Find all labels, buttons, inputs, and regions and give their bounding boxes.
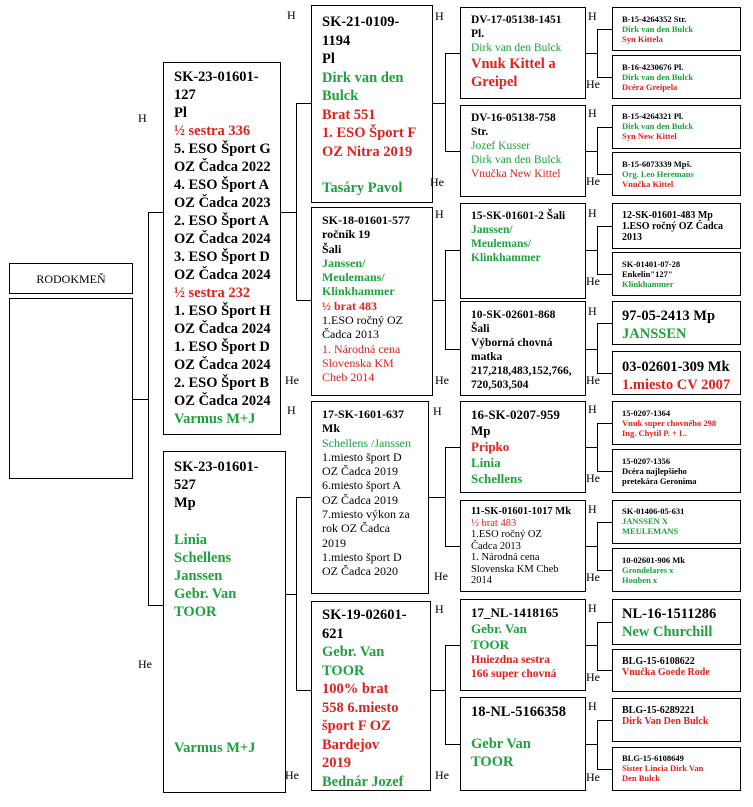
pedigree-line: Vnučka Goede Rode (622, 667, 710, 678)
pedigree-line (471, 721, 585, 735)
pedigree-line: 1. ESO Šport D (174, 339, 270, 355)
pedigree-line: SK-01401-07-28 (622, 259, 681, 269)
connector (597, 29, 598, 77)
dam-label: He (434, 569, 448, 583)
mother-box (163, 451, 286, 793)
sire-label: H (287, 403, 296, 417)
pedigree-line: OZ Čadca 2024 (174, 393, 271, 409)
connector (597, 720, 598, 769)
pedigree-line: Tasáry Pavol (322, 180, 403, 196)
pedigree-line: OZ Nitra 2019 (322, 143, 413, 160)
gggp-box-13 (612, 599, 741, 645)
dam-label: He (586, 770, 600, 784)
connector (296, 497, 297, 690)
sire-label: H (588, 402, 597, 416)
pedigree-line: JANSSEN X (622, 516, 669, 526)
pedigree-line: Gebr Van (471, 736, 531, 752)
pedigree-line: 720,503,504 (471, 379, 529, 391)
pedigree-line: 2. ESO Šport A (174, 213, 270, 229)
dam-label: He (586, 373, 600, 387)
gggp-box-15 (612, 698, 741, 742)
pedigree-line: 2014 (471, 575, 492, 586)
pedigree-line: Ing. Chytil P. + L. (622, 428, 687, 438)
pedigree-line: OZ Čadca 2024 (174, 231, 271, 247)
gggp-box-11 (612, 500, 741, 544)
gggp-box-3 (612, 105, 741, 149)
pedigree-line: OZ Čadca 2024 (174, 357, 271, 373)
pedigree-line: Gebr. Van (322, 644, 385, 660)
pedigree-line: Dirk van den Bulck (471, 154, 562, 166)
connector (148, 212, 163, 213)
pedigree-line: Varmus M+J (174, 740, 256, 756)
pedigree-line: 11-SK-01601-1017 Mk (471, 506, 572, 517)
connector (597, 423, 612, 424)
pedigree-line: Bednár Jozef (322, 773, 404, 790)
pedigree-line: Schellens (174, 550, 232, 566)
pedigree-line: 527 (174, 477, 196, 493)
pedigree-line: Grondelares x (622, 565, 674, 575)
connector (296, 690, 311, 691)
connector (429, 497, 445, 498)
dam-label: He (435, 768, 449, 782)
sire-label: H (588, 601, 597, 615)
pedigree-line: Varmus M+J (174, 411, 256, 427)
pedigree-line: Jozef Kusser (471, 140, 531, 152)
dam-label: He (430, 175, 444, 189)
dam-label: He (435, 373, 449, 387)
sire-label: H (435, 9, 444, 23)
pedigree-line: 17-SK-1601-637 (322, 407, 404, 421)
pedigree-line: OZ Čadca 2019 (322, 464, 398, 479)
pedigree-line: Gebr. Van (174, 586, 237, 602)
dam-label: He (586, 77, 600, 91)
pedigree-line: 1. ESO Šport F (322, 125, 417, 141)
gggp-box-1 (612, 7, 741, 51)
pedigree-line: 127 (174, 87, 196, 103)
pedigree-line: Gebr. Van (471, 621, 527, 636)
pedigree-line: 1.miesto CV 2007 (622, 377, 731, 393)
pedigree-line: 12-SK-01601-483 Mp (622, 210, 713, 221)
pedigree-line: matka (471, 351, 503, 363)
pedigree-line: SK-23-01601- (174, 69, 259, 85)
pedigree-line: SK-23-01601- (174, 459, 259, 475)
paternal-grandfather-box (311, 5, 433, 203)
dam-label: He (285, 768, 299, 782)
pedigree-line: ročník 19 (322, 227, 371, 242)
pedigree-line: MEULEMANS (622, 526, 679, 536)
pedigree-line: 1.miesto šport D (322, 549, 402, 564)
connector (586, 447, 597, 448)
gggp-box-10 (612, 449, 741, 493)
gggp-box-4 (612, 152, 741, 196)
mother-id (174, 458, 285, 512)
connector (586, 744, 597, 745)
pedigree-line: ½ brat 483 (471, 517, 517, 529)
pedigree-line: OZ Čadca 2019 (322, 492, 398, 507)
sire-label: H (588, 304, 597, 318)
sire-label: H (287, 8, 296, 22)
pedigree-line: Enkelin"127" (622, 269, 673, 279)
connector (286, 594, 296, 595)
pedigree-line: ½ sestra 232 (174, 285, 251, 301)
ggp-box-6 (460, 500, 586, 592)
pedigree-line: Dirk van den Bulck (622, 121, 694, 131)
ggp-box-5 (460, 401, 586, 493)
pedigree-line: TOOR (322, 662, 365, 679)
gggp-box-6 (612, 252, 741, 296)
pedigree-line: Janssen (174, 568, 223, 584)
pedigree-line: 10-02601-906 Mk (622, 555, 686, 565)
connector (597, 522, 612, 523)
ggp-box-3 (460, 203, 586, 299)
pedigree-line: JANSSEN (622, 326, 687, 342)
connector (281, 212, 296, 213)
pedigree-line: Janssen/ (322, 255, 366, 270)
pedigree-line: Hniezdna sestra (471, 654, 550, 666)
pedigree-line: SK-01406-05-631 (622, 506, 685, 516)
sire-label: H (588, 699, 597, 713)
gggp-box-14 (612, 649, 741, 692)
connector (597, 226, 598, 274)
connector (586, 349, 597, 350)
pedigree-line: Klinkhammer (471, 252, 541, 264)
pedigree-line: 16-SK-0207-959 (471, 407, 560, 422)
pedigree-line: Klinkhammer (622, 279, 674, 289)
pedigree-line: 2. ESO Šport B (174, 375, 270, 391)
connector (296, 103, 311, 104)
pedigree-line: TOOR (174, 604, 217, 620)
pedigree-line: 1.ESO ročný OZ Čadca (622, 221, 723, 232)
pedigree-line: 2013 (622, 232, 642, 243)
pedigree-line: 2019 (322, 535, 346, 550)
ggp-box-8 (460, 697, 586, 791)
connector (586, 645, 597, 646)
pedigree-line: B-15-6073339 Mpš. (622, 159, 692, 169)
sire-label: H (435, 602, 444, 616)
pedigree-line: TOOR (471, 754, 514, 770)
pedigree-line: OZ Čadca 2024 (174, 267, 271, 283)
pedigree-line: 7.miesto výkon za (322, 507, 410, 522)
paternal-grandmother-box (311, 207, 433, 396)
connector (445, 53, 446, 151)
gggp-box-2 (612, 55, 741, 99)
pedigree-line: Šali (322, 241, 342, 256)
pedigree-line: SK-21-0109- (322, 14, 400, 30)
ggp-box-4 (460, 301, 586, 396)
pedigree-line: New Churchill (622, 624, 713, 640)
pedigree-line: SK-18-01601-577 (322, 213, 410, 227)
pedigree-line: Klinkhammer (322, 284, 395, 299)
pedigree-line: Dirk van den Bulck (622, 72, 694, 82)
pedigree-line: Dcéra Greipela (622, 82, 678, 92)
pedigree-line: Dirk van den (322, 69, 404, 86)
pedigree-line: OZ Čadca 2023 (174, 195, 271, 211)
pedigree-line: Linia (174, 532, 208, 548)
sire-label: H (138, 111, 147, 125)
pedigree-line: šport F OZ (322, 718, 391, 734)
connector (148, 605, 163, 606)
mother-breeder (174, 739, 255, 757)
dam-label: He (285, 373, 299, 387)
pedigree-line: Linia (471, 455, 501, 470)
pedigree-line (322, 161, 432, 179)
pedigree-line: Mk (322, 421, 340, 436)
connector (597, 622, 612, 623)
pedigree-line: Meulemans/ (322, 270, 385, 285)
dam-label: He (586, 274, 600, 288)
pedigree-line: Pl (174, 105, 187, 121)
connector (597, 323, 598, 373)
pedigree-line: Vnučka New Kittel (471, 168, 561, 180)
mother-lineage (174, 531, 285, 621)
pedigree-line: BLG-15-6108649 (622, 753, 684, 763)
pedigree-line: ½ brat 483 (322, 298, 377, 313)
pedigree-line: 100% brat (322, 681, 389, 697)
pedigree-line: 15-0207-1356 (622, 456, 671, 466)
connector (445, 151, 460, 152)
pedigree-line: Pl. (471, 28, 485, 40)
pedigree-line: rok OZ Čadca (322, 521, 390, 536)
pedigree-line: Výborná chovná (471, 337, 553, 349)
connector (597, 522, 598, 570)
pedigree-line: BLG-15-6108622 (622, 656, 695, 667)
dam-label: He (586, 670, 600, 684)
connector (586, 53, 597, 54)
pedigree-line: Čadca 2013 (471, 540, 521, 552)
connector (431, 690, 445, 691)
pedigree-line: 17_NL-1418165 (471, 605, 559, 620)
pedigree-line: Mp (174, 495, 196, 511)
dam-label: He (586, 471, 600, 485)
pedigree-line: Greipel (471, 74, 518, 90)
pedigree-line: Syn Kittela (622, 34, 663, 44)
connector (433, 103, 445, 104)
pedigree-line: Meulemans/ (471, 238, 532, 250)
pedigree-line: Schellens (471, 471, 523, 486)
pedigree-line: 1194 (322, 32, 351, 49)
pedigree-line: Pripko (471, 439, 510, 454)
gggp-box-16 (612, 747, 741, 791)
pedigree-line: Vnuk super chovného 298 (622, 418, 717, 428)
pedigree-line: Slovenska KM (322, 355, 394, 370)
pedigree-line: BLG-15-6289221 (622, 705, 695, 716)
connector (296, 497, 311, 498)
pedigree-line: Dirk Van Den Bulck (622, 716, 709, 727)
pedigree-line: 1. Národná cena (322, 341, 401, 356)
gggp-box-9 (612, 401, 741, 445)
connector (597, 720, 612, 721)
pedigree-line: 166 super chovná (471, 668, 557, 680)
connector (445, 447, 460, 448)
father-box (163, 62, 281, 435)
pedigree-line: SK-19-02601- (322, 607, 407, 623)
ggp-box-1 (460, 7, 586, 99)
pedigree-line: Janssen/ (471, 224, 513, 236)
pedigree-line: Str. (471, 126, 489, 138)
pedigree-line: Bardejov (322, 736, 380, 753)
connector (597, 127, 612, 128)
pedigree-line: 217,218,483,152,766, (471, 365, 572, 377)
pedigree-line: Pl (322, 51, 335, 67)
sire-label: H (433, 404, 442, 418)
pedigree-line: 558 6.miesto (322, 699, 399, 716)
pedigree-line: Šali (471, 323, 490, 335)
pedigree-line: B-15-4264352 Str. (622, 14, 687, 24)
pedigree-line: Bulck (322, 88, 359, 104)
pedigree-line: OZ Čadca 2022 (174, 159, 271, 175)
gggp-box-5 (612, 203, 741, 249)
ggp-box-7 (460, 599, 586, 691)
pedigree-line: 18-NL-5166358 (471, 704, 567, 720)
connector (445, 645, 446, 744)
pedigree-line: Slovenska KM Cheb (471, 563, 559, 575)
pedigree-line: Vnuk Kittel a (471, 56, 556, 72)
pedigree-title: RODOKMEŇ (36, 272, 106, 286)
pedigree-line: 1.miesto šport D (322, 449, 402, 464)
pedigree-line: 15-0207-1364 (622, 408, 671, 418)
pedigree-line: Dcéra najlepšieho (622, 466, 687, 476)
connector (296, 103, 297, 300)
pedigree-line: Brat 551 (322, 106, 376, 123)
pedigree-line: Schellens /Janssen (322, 435, 411, 450)
pedigree-line: 621 (322, 625, 344, 642)
dam-label: He (586, 174, 600, 188)
pedigree-line: 4. ESO Šport A (174, 177, 270, 193)
pedigree-line: 2019 (322, 755, 351, 771)
pedigree-line: B-15-4264321 Pl. (622, 111, 684, 121)
photo-box (9, 298, 133, 479)
pedigree-line: Syn New Kittel (622, 131, 677, 141)
pedigree-line: Čadca 2013 (322, 327, 379, 342)
maternal-grandfather-box (311, 401, 429, 594)
pedigree-line: OZ Čadca 2020 (322, 564, 398, 579)
connector (597, 323, 612, 324)
gggp-box-7 (612, 301, 741, 345)
pedigree-line: Dirk van den Bulck (471, 42, 562, 54)
dam-label: He (138, 657, 152, 671)
ggp-box-2 (460, 105, 586, 197)
pedigree-line: 10-SK-02601-868 (471, 309, 556, 321)
connector (445, 645, 460, 646)
pedigree-line: 1.ESO ročný OZ (322, 313, 403, 328)
connector (445, 546, 460, 547)
pedigree-line: TOOR (471, 637, 510, 652)
pedigree-line: Dirk van den Bulck (622, 24, 694, 34)
connector (433, 300, 445, 301)
connector (133, 399, 148, 400)
dam-label: He (586, 570, 600, 584)
pedigree-line: 1.ESO ročný OZ (471, 529, 542, 540)
connector (296, 300, 311, 301)
pedigree-line: Mp (471, 423, 491, 438)
connector (445, 349, 460, 350)
pedigree-line: 1. ESO Šport H (174, 303, 271, 319)
pedigree-line: 15-SK-01601-2 Šali (471, 210, 566, 222)
pedigree-line: ½ sestra 336 (174, 123, 251, 139)
sire-label: H (435, 207, 444, 221)
pedigree-line: 03-02601-309 Mk (622, 359, 730, 375)
connector (586, 151, 597, 152)
pedigree-line: 97-05-2413 Mp (622, 308, 716, 324)
pedigree-line: OZ Čadca 2024 (174, 321, 271, 337)
connector (445, 447, 446, 546)
sire-label: H (588, 9, 597, 23)
sire-label: H (588, 106, 597, 120)
pedigree-line: 5. ESO Šport G (174, 141, 271, 157)
connector (597, 423, 598, 471)
pedigree-line: NL-16-1511286 (622, 606, 717, 622)
pedigree-line: DV-16-05138-758 (471, 112, 556, 124)
connector (597, 127, 598, 174)
connector (586, 250, 597, 251)
connector (597, 29, 612, 30)
connector (445, 250, 460, 251)
maternal-grandmother-box (311, 601, 431, 791)
connector (148, 212, 149, 606)
connector (597, 622, 598, 670)
pedigree-line: Sister Lincia Dirk Van (622, 763, 704, 773)
pedigree-line: 1. Národná cena (471, 552, 540, 563)
connector (586, 546, 597, 547)
pedigree-title-box (9, 263, 133, 294)
pedigree-line: Den Bulck (622, 773, 661, 783)
pedigree-line: Vnučka Kittel (622, 179, 674, 189)
sire-label: H (588, 502, 597, 516)
pedigree-line: 6.miesto šport A (322, 478, 402, 493)
pedigree-line: DV-17-05138-1451 (471, 14, 562, 26)
pedigree-line: Houben x (622, 575, 658, 585)
sire-label: H (588, 206, 597, 220)
pedigree-line: pretekára Geronima (622, 476, 697, 486)
pedigree-line: Cheb 2014 (322, 370, 375, 385)
connector (445, 53, 460, 54)
connector (445, 250, 446, 349)
pedigree-line: B-16-4230676 Pl. (622, 62, 684, 72)
gggp-box-8 (612, 351, 741, 395)
connector (597, 226, 612, 227)
connector (445, 744, 460, 745)
pedigree-line: 3. ESO Šport D (174, 249, 270, 265)
gggp-box-12 (612, 548, 741, 592)
pedigree-line: Org. Leo Heremans (622, 169, 694, 179)
